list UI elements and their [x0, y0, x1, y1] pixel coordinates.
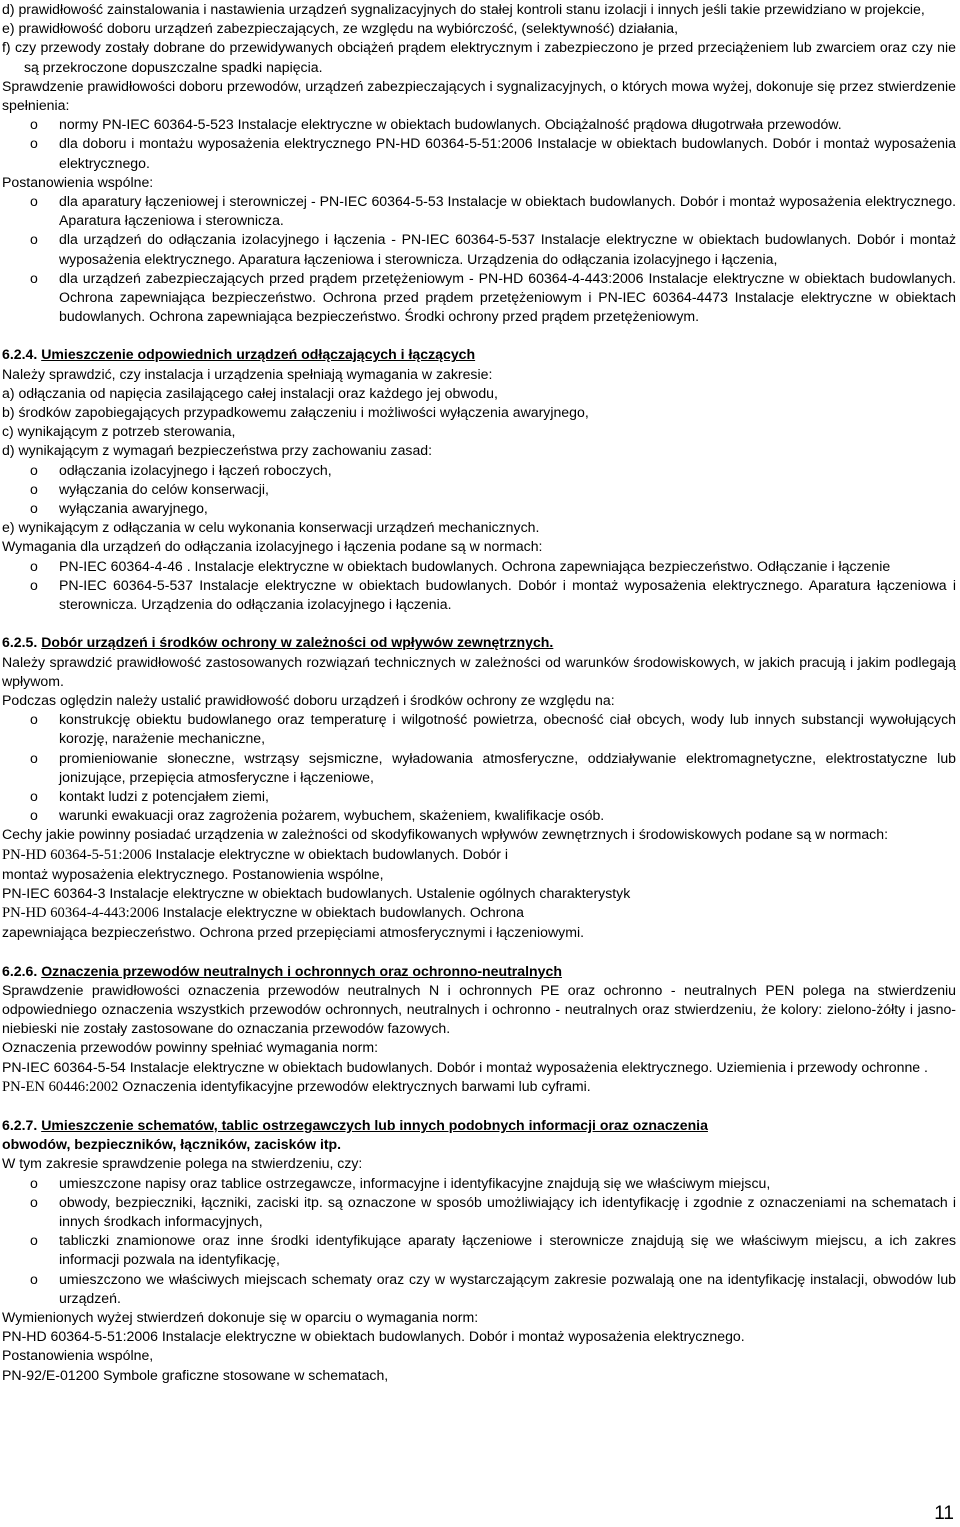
list-item: o dla urządzeń do odłączania izolacyjnego i łączenia - PN-IEC 60364-5-537 Instalacje elektryczne w obiektach budowlanych. Dobór i montaż wyposażenia elektrycznego. Aparatura łączeniowa i sterownicza. Urządzenia do odłączania izolacyjnego i łączenia, [30, 231, 956, 267]
list-item: o promieniowanie słoneczne, wstrząsy sejsmiczne, wyładowania atmosferyczne, oddziaływanie elektromagnetyczne, elektrostatyczne lub jonizujące, przepięcia atmosferyczne i łączeniowe, [30, 749, 956, 785]
list-item: o tabliczki znamionowe oraz inne środki identyfikujące aparaty łączeniowe i sterownicze znajdują się we właściwym miejscu, a ich zakres informacji pozwala na identyfikację, [30, 1232, 956, 1268]
list-item: o warunki ewakuacji oraz zagrożenia pożarem, wybuchem, skażeniem, kwalifikacje osób. [30, 807, 605, 824]
norm-reference-cont: montaż wyposażenia elektrycznego. Postanowienia wspólne, [2, 865, 384, 882]
list-item: o normy PN-IEC 60364-5-523 Instalacje elektryczne w obiektach budowlanych. Obciążalność prądowa długotrwała przewodów. [30, 116, 842, 133]
norm-reference-cont: zapewniająca bezpieczeństwo. Ochrona przed przepięciami atmosferycznymi i łączeniowymi. [2, 924, 585, 941]
list-item: e) wynikającym z odłączania w celu wykonania konserwacji urządzeń mechanicznych. [2, 519, 540, 536]
list-item: o umieszczone napisy oraz tablice ostrzegawcze, informacyjne i identyfikacyjne znajdują się we właściwym miejscu, [30, 1174, 771, 1191]
list-item: o PN-IEC 60364-4-46 . Instalacje elektryczne w obiektach budowlanych. Ochrona zapewniająca bezpieczeństwo. Odłączanie i łączenie [30, 557, 891, 574]
list-item: a) odłączania od napięcia zasilającego całej instalacji oraz każdego jej obwodu, [2, 384, 498, 401]
section-626-paragraph-2: Oznaczenia przewodów powinny spełniać wymagania norm: [2, 1039, 379, 1056]
norm-reference: PN-IEC 60364-5-54 Instalacje elektryczne w obiektach budowlanych. Dobór i montaż wyposażenia elektrycznego. Uziemienia i przewody ochronne . [2, 1058, 928, 1075]
section-heading-627: 6.2.7. Umieszczenie schematów, tablic ostrzegawczych lub innych podobnych informacji oraz oznaczenia [2, 1116, 708, 1133]
norm-reference: PN-IEC 60364-3 Instalacje elektryczne w obiektach budowlanych. Ustalenie ogólnych charakterystyk [2, 884, 631, 901]
norm-reference: PN-HD 60364-4-443:2006 Instalacje elektryczne w obiektach budowlanych. Ochrona [2, 904, 524, 922]
closing-line: PN-HD 60364-5-51:2006 Instalacje elektryczne w obiektach budowlanych. Dobór i montaż wyposażenia elektrycznego. [2, 1328, 745, 1345]
closing-line: Wymienionych wyżej stwierdzeń dokonuje się w oparciu o wymagania norm: [2, 1309, 479, 1325]
list-item: o PN-IEC 60364-5-537 Instalacje elektryczne w obiektach budowlanych. Dobór i montaż wyposażenia elektrycznego. Aparatura łączeniowa i sterownicza. Urządzenia do odłączania izolacyjnego i łączenia. [30, 576, 956, 613]
norm-reference: PN-HD 60364-5-51:2006 Instalacje elektryczne w obiektach budowlanych. Dobór i [2, 845, 509, 863]
closing-line: Postanowienia wspólne, [2, 1347, 154, 1364]
section-627-lead: W tym zakresie sprawdzenie polega na stwierdzeniu, czy: [2, 1155, 363, 1172]
list-item: o obwody, bezpieczniki, łączniki, zaciski itp. są oznaczone w sposób umożliwiający ich identyfikację i zgodnie z oznaczeniami na schematach i innych środkach informacyjnych, [30, 1193, 956, 1229]
list-item: o umieszczono we właściwych miejscach schematy oraz czy w wystarczającym zakresie pozwalają one na identyfikację instalacji, obwodów lub urządzeń. [30, 1270, 956, 1306]
intro-item-e: e) prawidłowość doboru urządzeń zabezpieczających, ze względu na wybiórczość, (selektywność) działania, [2, 20, 679, 37]
list-item: o odłączania izolacyjnego i łączeń roboczych, [30, 461, 332, 478]
list-item: o konstrukcję obiektu budowlanego oraz temperaturę i wilgotność powietrza, obecność ciał obcych, wody lub innych substancji wywołujących korozję, narażenie mechaniczne, [30, 711, 956, 747]
list-item: d) wynikającym z wymagań bezpieczeństwa przy zachowaniu zasad: [2, 442, 433, 459]
section-624-lead: Należy sprawdzić, czy instalacja i urządzenia spełniają wymagania w zakresie: [2, 365, 493, 382]
section-625-paragraph-3: Cechy jakie powinny posiadać urządzenia w zależności od skodyfikowanych wpływów zewnętrznych i środowiskowych podane są w normach: [2, 826, 888, 843]
list-item: c) wynikającym z potrzeb sterowania, [2, 423, 236, 440]
section-heading-625: 6.2.5. Dobór urządzeń i środków ochrony w zależności od wpływów zewnętrznych. [2, 634, 554, 651]
closing-line: PN-92/E-01200 Symbole graficzne stosowane w schematach, [2, 1366, 389, 1383]
common-provisions-label: Postanowienia wspólne: [2, 173, 154, 190]
section-heading-626: 6.2.6. Oznaczenia przewodów neutralnych i ochronnych oraz ochronno-neutralnych [2, 962, 562, 979]
section-heading-624: 6.2.4. Umieszczenie odpowiednich urządzeń odłączających i łączących [2, 346, 476, 363]
section-626-paragraph-1: Sprawdzenie prawidłowości oznaczenia przewodów neutralnych N i ochronnych PE oraz ochronno - neutralnych PEN polega na stwierdzeniu odpowiedniego oznaczenia wszystkich przewodów ochronnych, neutralnych i ochronno - neutralnych oraz stwierdzeniu, że kolory: zielono-żółty i jasno-niebieski nie zostały zastosowane do oznaczania przewodów fazowych. [2, 981, 956, 1037]
intro-item-d: d) prawidłowość zainstalowania i nastawienia urządzeń sygnalizacyjnych do stałej kontroli stanu izolacji i innych jeśli takie przewidziano w projekcie, [2, 1, 925, 17]
list-item: o kontakt ludzi z potencjałem ziemi, [30, 787, 269, 804]
section-624-norms-lead: Wymagania dla urządzeń do odłączania izolacyjnego i łączenia podane są w normach: [2, 538, 543, 555]
norm-reference: PN-EN 60446:2002 Oznaczenia identyfikacyjne przewodów elektrycznych barwami lub cyframi. [2, 1077, 591, 1095]
section-heading-627-cont: obwodów, bezpieczników, łączników, zacisków itp. [2, 1136, 342, 1153]
page-number: 11 [934, 1503, 954, 1524]
list-item: o dla urządzeń zabezpieczających przed prądem przetężeniowym - PN-HD 60364-4-443:2006 Instalacje elektryczne w obiektach budowlanych. Ochrona zapewniająca bezpieczeństwo. Ochrona przed prądem przetężeniowym i PN-IEC 60364-4473 Instalacje elektryczne w obiektach budowlanych. Ochrona zapewniająca bezpieczeństwo. Środki ochrony przed prądem przetężeniowym. [30, 269, 956, 325]
list-item: o wyłączania do celów konserwacji, [30, 480, 269, 497]
intro-item-f: f) czy przewody zostały dobrane do przewidywanych obciążeń prądem elektrycznym i zabezpieczono je przed przeciążeniem lub zwarciem oraz czy nie są przekroczone dopuszczalne spadki napięcia. [2, 39, 956, 75]
section-625-paragraph-2: Podczas oględzin należy ustalić prawidłowość doboru urządzeń i środków ochrony ze względu na: [2, 691, 615, 708]
list-item: o dla doboru i montażu wyposażenia elektrycznego PN-HD 60364-5-51:2006 Instalacje w obiektach budowlanych. Dobór i montaż wyposażenia elektrycznego. [30, 135, 956, 171]
check-paragraph: Sprawdzenie prawidłowości doboru przewodów, urządzeń zabezpieczających i sygnalizacyjnych, o których mowa wyżej, dokonuje się przez stwierdzenie spełnienia: [2, 77, 956, 114]
list-item: o wyłączania awaryjnego, [30, 500, 208, 517]
list-item: b) środków zapobiegających przypadkowemu załączeniu i możliwości wyłączenia awaryjnego, [2, 404, 589, 421]
section-625-paragraph-1: Należy sprawdzić prawidłowość zastosowanych rozwiązań technicznych w zależności od warunków środowiskowych, w jakich pracują i jakim podlegają wpływom. [2, 653, 956, 689]
list-item: o dla aparatury łączeniowej i sterowniczej - PN-IEC 60364-5-53 Instalacje w obiektach budowlanych. Dobór i montaż wyposażenia elektrycznego. Aparatura łączeniowa i sterownicza. [30, 193, 956, 229]
